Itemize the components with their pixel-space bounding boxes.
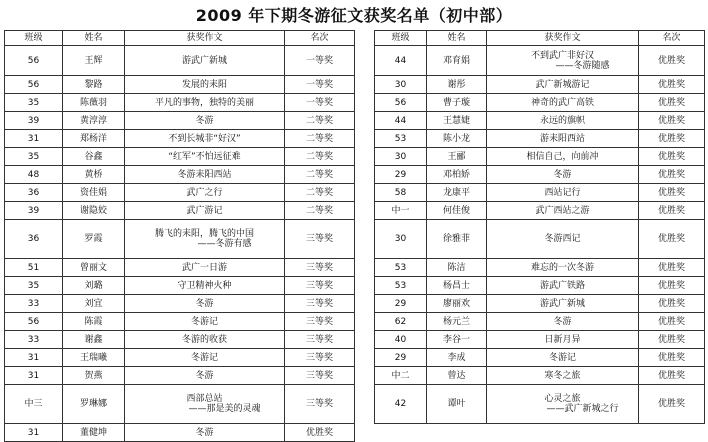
cell-class: 31 (5, 130, 63, 148)
cell-class: 33 (5, 295, 63, 313)
table-row (375, 184, 705, 202)
cell-name: 谢彤 (427, 76, 487, 94)
cell-rank: 优胜奖 (639, 184, 705, 202)
award-table-right (374, 30, 705, 424)
cell-work: 冬游西记 (487, 220, 639, 259)
table-row (375, 148, 705, 166)
cell-rank: 三等奖 (285, 277, 355, 295)
cell-class: 35 (5, 148, 63, 166)
cell-rank: 优胜奖 (639, 220, 705, 259)
cell-class: 48 (5, 166, 63, 184)
table-row (5, 424, 355, 442)
cell-rank: 二等奖 (285, 202, 355, 220)
cell-name: 王瑞曦 (63, 349, 125, 367)
table-row (375, 46, 705, 76)
cell-rank: 二等奖 (285, 130, 355, 148)
cell-rank: 优胜奖 (639, 202, 705, 220)
cell-work: 冬游 (125, 424, 285, 442)
table-row (375, 220, 705, 259)
cell-name: 黄桥 (63, 166, 125, 184)
cell-work: 游耒阳西站 (487, 130, 639, 148)
cell-rank: 三等奖 (285, 385, 355, 424)
cell-rank: 优胜奖 (639, 148, 705, 166)
table-row (5, 130, 355, 148)
cell-class: 30 (375, 148, 427, 166)
cell-work: 守卫精神火种 (125, 277, 285, 295)
cell-work-line: 西部总站 (186, 394, 223, 404)
cell-work: 冬游 (487, 166, 639, 184)
header-work: 获奖作文 (487, 31, 639, 46)
table-row (5, 259, 355, 277)
cell-class: 31 (5, 424, 63, 442)
header-rank: 名次 (639, 31, 705, 46)
cell-rank: 二等奖 (285, 166, 355, 184)
table-row (5, 220, 355, 259)
table-row (375, 349, 705, 367)
table-row (375, 259, 705, 277)
table-row (5, 367, 355, 385)
table-row (5, 166, 355, 184)
cell-work: “红军”不怕远征难 (125, 148, 285, 166)
cell-class: 62 (375, 313, 427, 331)
cell-rank: 优胜奖 (639, 313, 705, 331)
cell-class: 30 (375, 220, 427, 259)
cell-name: 杨元兰 (427, 313, 487, 331)
cell-class: 44 (375, 112, 427, 130)
cell-work: 冬游记 (125, 313, 285, 331)
cell-work: 武广之行 (125, 184, 285, 202)
cell-work: 游武广铁路 (487, 277, 639, 295)
table-row (5, 277, 355, 295)
cell-rank: 优胜奖 (639, 277, 705, 295)
cell-work: 武广一日游 (125, 259, 285, 277)
cell-work: 武广新城游记 (487, 76, 639, 94)
cell-name: 徐雅菲 (427, 220, 487, 259)
cell-name: 邓柏娇 (427, 166, 487, 184)
cell-name: 曾达 (427, 367, 487, 385)
cell-class: 53 (375, 277, 427, 295)
cell-name: 何佳俊 (427, 202, 487, 220)
table-row (5, 331, 355, 349)
table-row (375, 76, 705, 94)
cell-work: 武广西站之游 (487, 202, 639, 220)
cell-work-line: 不到武广非好汉 (530, 50, 594, 61)
cell-work: 神奇的武广高铁 (487, 94, 639, 112)
cell-rank: 优胜奖 (639, 130, 705, 148)
cell-name: 贺燕 (63, 367, 125, 385)
cell-class: 56 (5, 313, 63, 331)
cell-work: 冬游耒阳西站 (125, 166, 285, 184)
table-row (5, 148, 355, 166)
cell-rank: 优胜奖 (639, 349, 705, 367)
cell-work (125, 385, 285, 424)
header-name: 姓名 (427, 31, 487, 46)
cell-class: 29 (375, 349, 427, 367)
cell-name: 刘宜 (63, 295, 125, 313)
cell-rank: 优胜奖 (639, 46, 705, 76)
cell-class: 29 (375, 295, 427, 313)
cell-name: 陈霞 (63, 313, 125, 331)
cell-rank: 三等奖 (285, 295, 355, 313)
cell-rank: 三等奖 (285, 331, 355, 349)
cell-rank: 优胜奖 (285, 424, 355, 442)
cell-name: 廖丽欢 (427, 295, 487, 313)
cell-class: 35 (5, 277, 63, 295)
table-row (5, 349, 355, 367)
cell-class: 中二 (375, 367, 427, 385)
cell-class: 51 (5, 259, 63, 277)
header-class: 班级 (375, 31, 427, 46)
cell-name: 董健坤 (63, 424, 125, 442)
cell-rank: 优胜奖 (639, 112, 705, 130)
cell-class: 中三 (5, 385, 63, 424)
cell-class: 40 (375, 331, 427, 349)
cell-work: 游武广新城 (487, 295, 639, 313)
cell-name: 黄淳淳 (63, 112, 125, 130)
cell-name: 杨昌士 (427, 277, 487, 295)
cell-rank: 二等奖 (285, 148, 355, 166)
cell-rank: 一等奖 (285, 94, 355, 112)
table-row (5, 94, 355, 112)
table-row (5, 313, 355, 331)
cell-work: 西站记行 (487, 184, 639, 202)
cell-rank: 二等奖 (285, 112, 355, 130)
cell-name: 谭叶 (427, 385, 487, 424)
cell-class: 39 (5, 112, 63, 130)
cell-name: 王郦 (427, 148, 487, 166)
cell-class: 35 (5, 94, 63, 112)
header-name: 姓名 (63, 31, 125, 46)
cell-work-line: ——冬游随感 (555, 60, 610, 71)
table-header-row (5, 31, 355, 46)
cell-rank: 优胜奖 (639, 331, 705, 349)
cell-work (487, 46, 639, 76)
cell-class: 33 (5, 331, 63, 349)
table-row (375, 166, 705, 184)
cell-name: 罗霞 (63, 220, 125, 259)
cell-class: 53 (375, 130, 427, 148)
cell-work: 发展的耒阳 (125, 76, 285, 94)
cell-class: 44 (375, 46, 427, 76)
cell-name: 陈小龙 (427, 130, 487, 148)
cell-name: 王慧婕 (427, 112, 487, 130)
cell-work-line: 腾飞的耒阳，腾飞的中国 (154, 229, 254, 239)
table-row (5, 112, 355, 130)
table-row (5, 202, 355, 220)
header-class: 班级 (5, 31, 63, 46)
table-row (375, 202, 705, 220)
cell-name: 陈薇羽 (63, 94, 125, 112)
cell-work: 冬游 (125, 367, 285, 385)
cell-class: 36 (5, 184, 63, 202)
table-row (5, 295, 355, 313)
cell-name: 陈洁 (427, 259, 487, 277)
cell-rank: 优胜奖 (639, 259, 705, 277)
cell-rank: 优胜奖 (639, 385, 705, 424)
cell-name: 王辉 (63, 46, 125, 76)
cell-rank: 优胜奖 (639, 367, 705, 385)
cell-name: 资佳娟 (63, 184, 125, 202)
cell-work: 难忘的一次冬游 (487, 259, 639, 277)
cell-rank: 三等奖 (285, 367, 355, 385)
cell-work: 相信自己，向前冲 (487, 148, 639, 166)
cell-name: 李成 (427, 349, 487, 367)
page-title: 2009 年下期冬游征文获奖名单（初中部） (195, 6, 513, 25)
cell-work (487, 385, 639, 424)
cell-rank: 二等奖 (285, 184, 355, 202)
cell-name: 李谷一 (427, 331, 487, 349)
cell-name: 龙康平 (427, 184, 487, 202)
cell-class: 56 (5, 76, 63, 94)
table-header-row (375, 31, 705, 46)
cell-class: 29 (375, 166, 427, 184)
cell-rank: 优胜奖 (639, 295, 705, 313)
cell-name: 谢鑫 (63, 331, 125, 349)
cell-class: 39 (5, 202, 63, 220)
cell-work-line: ——武广新城之行 (546, 404, 619, 414)
award-table-left (4, 30, 355, 442)
table-row (5, 46, 355, 76)
cell-class: 30 (375, 76, 427, 94)
cell-class: 58 (375, 184, 427, 202)
cell-work-line: ——冬游有感 (197, 239, 252, 249)
cell-work: 冬游记 (125, 349, 285, 367)
cell-rank: 三等奖 (285, 220, 355, 259)
cell-class: 42 (375, 385, 427, 424)
cell-rank: 优胜奖 (639, 166, 705, 184)
cell-work: 寒冬之旅 (487, 367, 639, 385)
header-work: 获奖作文 (125, 31, 285, 46)
cell-class: 31 (5, 367, 63, 385)
cell-class: 中一 (375, 202, 427, 220)
cell-name: 黎路 (63, 76, 125, 94)
cell-class: 53 (375, 259, 427, 277)
table-row (375, 130, 705, 148)
table-row (375, 313, 705, 331)
cell-class: 56 (5, 46, 63, 76)
cell-name: 谷鑫 (63, 148, 125, 166)
table-row (5, 385, 355, 424)
table-row (375, 331, 705, 349)
cell-name: 曹子璇 (427, 94, 487, 112)
cell-work-line: ——那是美的灵魂 (188, 404, 261, 414)
table-row (375, 94, 705, 112)
cell-rank: 优胜奖 (639, 94, 705, 112)
cell-work: 冬游 (125, 112, 285, 130)
header-rank: 名次 (285, 31, 355, 46)
cell-rank: 三等奖 (285, 259, 355, 277)
cell-class: 31 (5, 349, 63, 367)
table-row (375, 112, 705, 130)
cell-work: 武广游记 (125, 202, 285, 220)
cell-rank: 三等奖 (285, 313, 355, 331)
cell-rank: 一等奖 (285, 46, 355, 76)
cell-work-line: 心灵之旅 (544, 394, 581, 404)
cell-work: 永远的旗帜 (487, 112, 639, 130)
table-row (375, 367, 705, 385)
cell-work: 冬游记 (487, 349, 639, 367)
cell-rank: 一等奖 (285, 76, 355, 94)
cell-work: 不到长城非“好汉” (125, 130, 285, 148)
table-row (375, 385, 705, 424)
cell-work: 冬游 (487, 313, 639, 331)
cell-work (125, 220, 285, 259)
cell-work: 游武广新城 (125, 46, 285, 76)
cell-work: 冬游 (125, 295, 285, 313)
cell-work: 冬游的收获 (125, 331, 285, 349)
cell-name: 刘璐 (63, 277, 125, 295)
cell-work: 平凡的事物，独特的美丽 (125, 94, 285, 112)
cell-class: 36 (5, 220, 63, 259)
cell-name: 罗琳娜 (63, 385, 125, 424)
cell-name: 邓育娟 (427, 46, 487, 76)
table-row (375, 295, 705, 313)
cell-name: 谢隐姣 (63, 202, 125, 220)
table-row (5, 76, 355, 94)
cell-class: 56 (375, 94, 427, 112)
cell-name: 曾丽文 (63, 259, 125, 277)
cell-rank: 三等奖 (285, 349, 355, 367)
cell-name: 郑杨洋 (63, 130, 125, 148)
table-row (375, 277, 705, 295)
cell-work: 日新月异 (487, 331, 639, 349)
table-row (5, 184, 355, 202)
cell-rank: 优胜奖 (639, 76, 705, 94)
